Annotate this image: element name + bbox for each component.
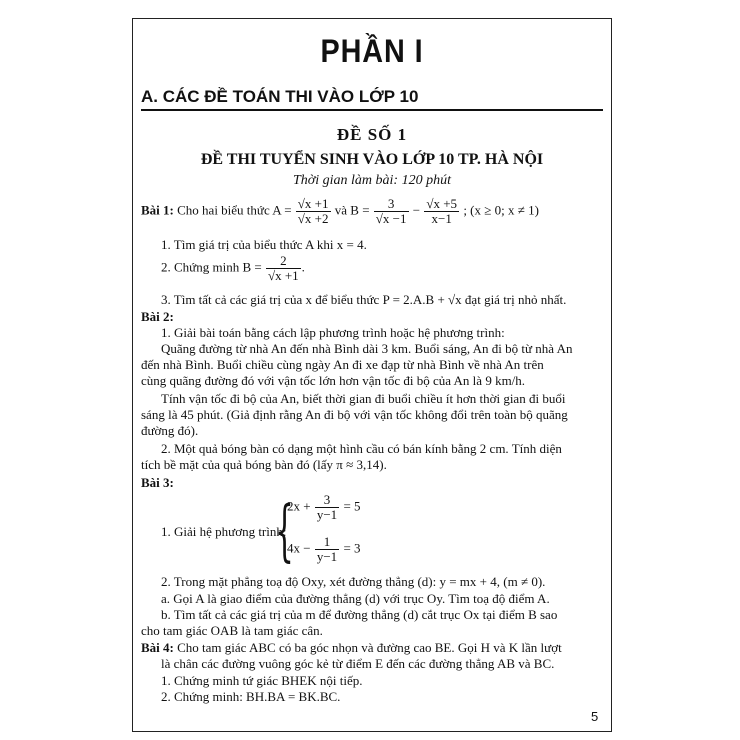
section-divider bbox=[141, 109, 603, 111]
book-page bbox=[132, 18, 612, 732]
fraction-a: $\frac{√x +1}{√x +2}$ bbox=[297, 196, 329, 226]
problem-3-question-1: 1. Giải hệ phương trình: bbox=[161, 524, 287, 539]
section-title: A. CÁC ĐỀ TOÁN THI VÀO LỚP 10 bbox=[141, 87, 419, 106]
problem-1-question-3: 3. Tìm tất cả các giá trị của x để biểu thức P = 2.A.B + √x đạt giá trị nhỏ nhất. bbox=[161, 292, 567, 307]
problem-4-line: là chân các đường vuông góc kẻ từ điểm E đến các đường thẳng AB và BC. bbox=[161, 656, 555, 671]
exam-number: ĐỀ SỐ 1 bbox=[336, 125, 408, 144]
problem-3-line: b. Tìm tất cả các giá trị của m để đường thẳng (d) cắt trục Ox tại điểm B sao bbox=[161, 607, 558, 622]
exam-title: ĐỀ THI TUYỂN SINH VÀO LỚP 10 TP. HÀ NỘI bbox=[200, 151, 544, 168]
problem-1-intro: Cho hai biểu thức A = bbox=[177, 202, 292, 218]
problem-2-line: 2. Một quả bóng bàn có dạng một hình cầu có bán kính bằng 2 cm. Tính diện bbox=[161, 441, 562, 456]
fraction-q2: $\frac{2}{√x +1}$ bbox=[267, 253, 299, 283]
problem-1-question-2: 2. Chứng minh B = $\frac{2}{√x +1}$ . bbox=[161, 253, 305, 283]
problem-1-statement: Bài 1: Cho hai biểu thức A = $\frac{√x +1}{√x +2}$ và B = $\frac{3}{√x -1}$ − $\frac{√x +5}{x-1}$ ; (x ≥ 0; x ≠ 1) bbox=[141, 196, 539, 226]
problem-4-line: 1. Chứng minh tứ giác BHEK nội tiếp. bbox=[161, 673, 363, 688]
fraction-b1: $\frac{3}{√x -1}$ bbox=[375, 196, 407, 226]
problem-2-line: cùng quãng đường đó với vận tốc lớn hơn vận tốc đi bộ của An là 9 km/h. bbox=[141, 373, 526, 388]
brace-icon: { bbox=[275, 492, 294, 569]
problem-4-label: Bài 4: bbox=[141, 640, 174, 655]
problem-2-line: 1. Giải bài toán bằng cách lập phương trình hoặc hệ phương trình: bbox=[161, 325, 505, 340]
problem-3-line: 2. Trong mặt phẳng toạ độ Oxy, xét đường thẳng (d): y = mx + 4, (m ≠ 0). bbox=[161, 574, 546, 589]
problem-3-line: cho tam giác OAB là tam giác cân. bbox=[141, 623, 323, 638]
fraction-b2: $\frac{√x +5}{x-1}$ bbox=[426, 196, 458, 226]
exam-time: Thời gian làm bài: 120 phút bbox=[293, 173, 451, 188]
page-number: 5 bbox=[591, 709, 599, 724]
problem-1-condition: ; (x ≥ 0; x ≠ 1) bbox=[463, 202, 539, 218]
equation-2: 4x − $\frac{1}{y-1}$ = 3 bbox=[287, 534, 361, 564]
equation-system bbox=[275, 489, 375, 575]
problem-2-label: Bài 2: bbox=[141, 309, 174, 324]
problem-2-line: tích bề mặt của quả bóng bàn đó (lấy π ≈ 3,14). bbox=[141, 457, 387, 472]
part-title: PHẦN I bbox=[320, 33, 424, 69]
problem-1-question-1: 1. Tìm giá trị của biểu thức A khi x = 4. bbox=[161, 237, 367, 252]
problem-2-line: sáng là 45 phút. (Giả định rằng An đi bộ với vận tốc không đổi trên toàn bộ quãng bbox=[141, 407, 568, 422]
problem-1-label: Bài 1: bbox=[141, 202, 174, 218]
problem-2-line: đường đó). bbox=[141, 423, 199, 438]
equation-1: 2x + $\frac{3}{y-1}$ = 5 bbox=[287, 492, 361, 522]
problem-2-line: đến nhà Bình. Buổi chiều cùng ngày An đi xe đạp từ nhà Bình về nhà An trên bbox=[141, 357, 544, 372]
problem-4-line: 2. Chứng minh: BH.BA = BK.BC. bbox=[161, 689, 341, 704]
problem-4-statement: Bài 4: Cho tam giác ABC có ba góc nhọn và đường cao BE. Gọi H và K lần lượt bbox=[141, 640, 562, 655]
problem-2-line: Tính vận tốc đi bộ của An, biết thời gian đi buổi chiều ít hơn thời gian đi buổi bbox=[161, 391, 566, 406]
problem-2-line: Quãng đường từ nhà An đến nhà Bình dài 3 km. Buổi sáng, An đi bộ từ nhà An bbox=[161, 341, 573, 356]
problem-3-line: a. Gọi A là giao điểm của đường thẳng (d) với trục Oy. Tìm toạ độ điểm A. bbox=[161, 591, 550, 606]
problem-3-label: Bài 3: bbox=[141, 475, 174, 490]
